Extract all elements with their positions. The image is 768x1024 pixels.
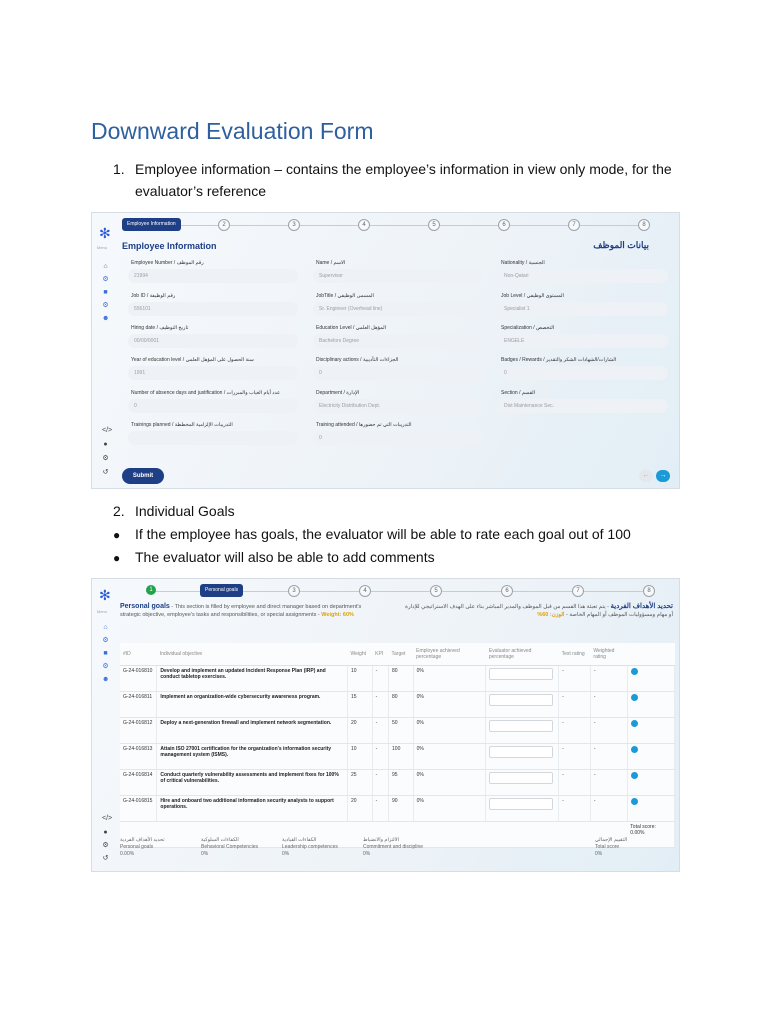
step-employee-information[interactable]: Employee Information xyxy=(122,218,181,231)
goal-objective: Develop and implement an updated Incident Response Plan (IRP) and conduct tabletop exercises. xyxy=(157,666,348,692)
summary-label: Personal goals xyxy=(120,844,154,850)
column-header: Text rating xyxy=(559,643,591,666)
table-row xyxy=(120,718,675,744)
summary-behavioral xyxy=(201,837,258,858)
summary-total xyxy=(595,837,627,858)
comment-cell xyxy=(627,744,674,770)
evaluator-achieved-input[interactable] xyxy=(489,694,553,706)
summary-value: 0% xyxy=(595,851,603,857)
section-title-arabic: تحديد الأهداف الفردية xyxy=(610,603,673,610)
field-label: Job Level / المستوى الوظيفي xyxy=(501,293,564,299)
total-score-label: Total score: xyxy=(630,824,656,830)
evaluator-achieved-cell xyxy=(486,718,559,744)
evaluator-achieved-cell xyxy=(486,796,559,822)
next-arrow-icon[interactable]: → xyxy=(656,470,670,482)
comment-cell xyxy=(627,796,674,822)
total-score xyxy=(627,822,674,848)
logo-icon: ✻ xyxy=(99,225,111,241)
section-field: Dist Maintenance Sec. xyxy=(498,399,668,413)
sidebar xyxy=(92,213,118,488)
field-label: Nationality / الجنسية xyxy=(501,260,545,266)
weighted-rating: - xyxy=(590,796,627,822)
summary-label: Behavioral Competencies xyxy=(201,844,258,850)
submit-button[interactable]: Submit xyxy=(122,468,164,484)
step-8[interactable]: 8 xyxy=(638,219,650,231)
logo-icon: ✻ xyxy=(99,587,111,603)
step-3[interactable]: 3 xyxy=(288,219,300,231)
bullet-2-text: The evaluator will also be able to add comments xyxy=(135,549,435,565)
comment-icon[interactable] xyxy=(631,668,638,675)
goal-objective: Implement an organization-wide cybersecurity awareness program. xyxy=(157,692,348,718)
comment-icon[interactable] xyxy=(631,772,638,779)
field-label: JobTitle / المسمى الوظيفي xyxy=(316,293,374,299)
goal-weight: 10 xyxy=(348,744,373,770)
text-rating: - xyxy=(559,692,591,718)
home-icon[interactable]: ⌂ xyxy=(103,263,108,270)
section-title-arabic: بيانات الموظف xyxy=(593,240,649,250)
summary-label: Leadership competences xyxy=(282,844,338,850)
summary-label-arabic: الكفاءات القيادية xyxy=(282,837,317,843)
goal-kpi: - xyxy=(372,770,388,796)
comment-icon[interactable] xyxy=(631,694,638,701)
summary-value: 0% xyxy=(363,851,371,857)
employee-achieved: 0% xyxy=(413,770,486,796)
table-header-row xyxy=(120,643,675,666)
employee-number-field: 21994 xyxy=(128,269,298,283)
gear-icon[interactable]: ⚙ xyxy=(102,302,109,309)
evaluator-achieved-input[interactable] xyxy=(489,668,553,680)
table-row xyxy=(120,770,675,796)
item-2-text: Individual Goals xyxy=(135,503,235,519)
job-id-field: 556101 xyxy=(128,302,298,316)
weighted-rating: - xyxy=(590,666,627,692)
step-7[interactable]: 7 xyxy=(568,219,580,231)
employee-achieved: 0% xyxy=(413,666,486,692)
goal-objective: Hire and onboard two additional information security analysts to support operations. xyxy=(157,796,348,822)
specialization-field: ENGELE xyxy=(498,334,668,348)
menu-label: Menu xyxy=(97,245,108,250)
summary-value: 0% xyxy=(201,851,209,857)
chat-icon[interactable]: ■ xyxy=(103,650,108,657)
progress-stepper xyxy=(122,219,649,231)
step-personal-goals[interactable]: Personal goals xyxy=(200,584,243,597)
comment-cell xyxy=(627,770,674,796)
bullet-1 xyxy=(113,523,631,546)
logout-icon[interactable]: ↺ xyxy=(102,469,109,476)
step-6[interactable]: 6 xyxy=(501,585,513,597)
evaluator-achieved-input[interactable] xyxy=(489,772,553,784)
document-title: Downward Evaluation Form xyxy=(91,118,374,144)
text-rating: - xyxy=(559,770,591,796)
table-row xyxy=(120,666,675,692)
description-text-arabic: - يتم تعبئة هذا القسم من قبل الموظف والمدير المباشر بناء على الهدف الاستراتيجي للإدارة أو مهام ومسؤوليات الموظف أو المهام الخاصة - xyxy=(405,604,673,618)
column-header xyxy=(627,643,674,666)
evaluator-achieved-input[interactable] xyxy=(489,746,553,758)
step-2[interactable]: 2 xyxy=(218,219,230,231)
step-8[interactable]: 8 xyxy=(643,585,655,597)
goal-id: G-24-016813 xyxy=(120,744,157,770)
summary-personal-goals xyxy=(120,837,165,858)
step-1-completed[interactable]: 1 xyxy=(146,585,156,595)
goal-id: G-24-016810 xyxy=(120,666,157,692)
goal-id: G-24-016812 xyxy=(120,718,157,744)
goal-id: G-24-016814 xyxy=(120,770,157,796)
summary-label-arabic: التقييم الإجمالي xyxy=(595,837,628,843)
weighted-rating: - xyxy=(590,744,627,770)
disciplinary-actions-field: 0 xyxy=(313,366,483,380)
column-header: Individual objective xyxy=(157,643,348,666)
summary-value: 0.00% xyxy=(120,851,135,857)
section-title: Employee Information xyxy=(122,241,217,251)
bullet-icon: ● xyxy=(113,551,121,565)
goal-target: 95 xyxy=(389,770,414,796)
user-icon[interactable]: ● xyxy=(103,441,108,448)
evaluator-achieved-cell xyxy=(486,692,559,718)
bullet-icon: ● xyxy=(113,528,121,542)
sidebar xyxy=(92,579,118,871)
step-3[interactable]: 3 xyxy=(288,585,300,597)
evaluator-achieved-input[interactable] xyxy=(489,720,553,732)
summary-label-arabic: تحديد الأهداف الفردية xyxy=(120,837,165,843)
goal-kpi: - xyxy=(372,666,388,692)
settings-cog-icon[interactable]: ⚙ xyxy=(102,842,109,849)
comment-icon[interactable] xyxy=(631,746,638,753)
column-header: Evaluator achieved percentage xyxy=(486,643,559,666)
bullet-2 xyxy=(113,546,435,569)
field-label: Section / القسم xyxy=(501,390,536,396)
comment-icon[interactable] xyxy=(631,720,638,727)
table-row xyxy=(120,692,675,718)
goal-objective: Conduct quarterly vulnerability assessments and implement fixes for 100% of critical vulnerabilities. xyxy=(157,770,348,796)
field-label: Year of education level / سنة الحصول على المؤهل العلمي xyxy=(131,357,254,363)
summary-label: Total score xyxy=(595,844,620,850)
comment-cell xyxy=(627,718,674,744)
goal-weight: 20 xyxy=(348,718,373,744)
column-header: #ID xyxy=(120,643,157,666)
step-5[interactable]: 5 xyxy=(428,219,440,231)
summary-value: 0% xyxy=(282,851,290,857)
personal-goals-screenshot xyxy=(91,578,680,872)
evaluator-achieved-cell xyxy=(486,770,559,796)
field-label: Hiring date / تاريخ التوظيف xyxy=(131,325,189,331)
education-level-field: Bachelors Degree xyxy=(313,334,483,348)
job-title-field: Sr. Engineer (Overhead line) xyxy=(313,302,483,316)
step-5[interactable]: 5 xyxy=(430,585,442,597)
goal-target: 80 xyxy=(389,692,414,718)
employee-achieved: 0% xyxy=(413,796,486,822)
column-header: Weighted rating xyxy=(590,643,627,666)
field-label: Employee Number / رقم الموظف xyxy=(131,260,204,266)
text-rating: - xyxy=(559,666,591,692)
department-field: Electricity Distribution Dept. xyxy=(313,399,483,413)
item-1-line-2: evaluator’s reference xyxy=(135,183,267,199)
settings-cog-icon[interactable]: ⚙ xyxy=(102,455,109,462)
goal-target: 80 xyxy=(389,666,414,692)
code-icon[interactable]: </> xyxy=(102,815,113,822)
field-label: Trainings planned / التدريبات الإلزامية المخططة xyxy=(131,422,233,428)
progress-stepper xyxy=(146,585,649,597)
goal-id: G-24-016815 xyxy=(120,796,157,822)
chat-icon[interactable]: ■ xyxy=(103,289,108,296)
badges-rewards-field: 0 xyxy=(498,366,668,380)
goal-kpi: - xyxy=(372,744,388,770)
logout-icon[interactable]: ↺ xyxy=(102,855,109,862)
training-attended-field: 0 xyxy=(313,431,483,445)
item-1-number: 1. xyxy=(113,161,125,177)
goal-weight: 10 xyxy=(348,666,373,692)
settings-icon[interactable]: ⚙ xyxy=(102,276,109,283)
comment-cell xyxy=(627,666,674,692)
goal-kpi: - xyxy=(372,692,388,718)
education-year-field: 1991 xyxy=(128,366,298,380)
goal-objective: Attain ISO 27001 certification for the organization's information security management system (ISMS). xyxy=(157,744,348,770)
section-title: Personal goals xyxy=(120,603,170,610)
employee-achieved: 0% xyxy=(413,692,486,718)
gear-icon[interactable]: ⚙ xyxy=(102,663,109,670)
goals-table xyxy=(120,643,675,848)
item-1-line-1 xyxy=(113,158,672,180)
field-label: Disciplinary actions / الجزاءات التأديبية xyxy=(316,357,399,363)
settings-icon[interactable]: ⚙ xyxy=(102,637,109,644)
weight-label-arabic: الوزن: 60% xyxy=(537,612,565,618)
summary-label-arabic: الالتزام والانضباط xyxy=(363,837,399,843)
evaluator-achieved-cell xyxy=(486,744,559,770)
employee-achieved: 0% xyxy=(413,744,486,770)
comment-icon[interactable] xyxy=(631,798,638,805)
field-label: Name / الاسم xyxy=(316,260,346,266)
field-label: Badges / Rewards / الشارات/الشهادات الشكر والتقدير xyxy=(501,357,617,363)
goal-kpi: - xyxy=(372,718,388,744)
item-2-number: 2. xyxy=(113,503,125,519)
column-header: Weight xyxy=(348,643,373,666)
goal-id: G-24-016811 xyxy=(120,692,157,718)
summary-leadership xyxy=(282,837,338,858)
hiring-date-field: 00/00/0001 xyxy=(128,334,298,348)
goal-target: 50 xyxy=(389,718,414,744)
evaluator-achieved-input[interactable] xyxy=(489,798,553,810)
goal-target: 90 xyxy=(389,796,414,822)
home-icon[interactable]: ⌂ xyxy=(103,624,108,631)
evaluator-achieved-cell xyxy=(486,666,559,692)
goal-objective: Deploy a next-generation firewall and implement network segmentation. xyxy=(157,718,348,744)
job-level-field: Specialist 1 xyxy=(498,302,668,316)
weighted-rating: - xyxy=(590,770,627,796)
bullet-1-text: If the employee has goals, the evaluator will be able to rate each goal out of 100 xyxy=(135,526,631,542)
field-label: Department / الإدارة xyxy=(316,390,360,396)
weighted-rating: - xyxy=(590,718,627,744)
goal-kpi: - xyxy=(372,796,388,822)
field-label: Specialization / التخصص xyxy=(501,325,555,331)
step-6[interactable]: 6 xyxy=(498,219,510,231)
table-row xyxy=(120,796,675,822)
user-icon[interactable]: ● xyxy=(103,829,108,836)
trainings-planned-field xyxy=(128,431,298,445)
comment-cell xyxy=(627,692,674,718)
weight-label: Weight: 60% xyxy=(321,612,354,618)
text-rating: - xyxy=(559,744,591,770)
weighted-rating: - xyxy=(590,692,627,718)
table-row xyxy=(120,744,675,770)
goal-target: 100 xyxy=(389,744,414,770)
goal-weight: 20 xyxy=(348,796,373,822)
column-header: KPI xyxy=(372,643,388,666)
section-description-arabic xyxy=(403,603,673,619)
name-field: Supervisor xyxy=(313,269,483,283)
step-7[interactable]: 7 xyxy=(572,585,584,597)
summary-label: Commitment and discipline xyxy=(363,844,424,850)
step-4[interactable]: 4 xyxy=(358,219,370,231)
text-rating: - xyxy=(559,796,591,822)
employee-information-screenshot xyxy=(91,212,680,489)
column-header: Employee achieved percentage xyxy=(413,643,486,666)
users-icon[interactable]: ☻ xyxy=(102,315,110,322)
summary-label-arabic: الكفاءات السلوكية xyxy=(201,837,239,843)
field-label: Job ID / رقم الوظيفة xyxy=(131,293,176,299)
description-text: - This section is filled by employee and direct manager based on department's strategic objective, employee's tasks and responsibilities, or special assignments - xyxy=(120,604,362,618)
menu-label: Menu xyxy=(97,609,108,614)
summary-commitment xyxy=(363,837,423,858)
total-score-value: 0.00% xyxy=(630,830,645,836)
code-icon[interactable]: </> xyxy=(102,427,113,434)
field-label: Education Level / المؤهل العلمي xyxy=(316,325,386,331)
previous-arrow-icon[interactable]: ← xyxy=(639,470,653,482)
section-description xyxy=(120,603,365,619)
goal-weight: 15 xyxy=(348,692,373,718)
item-1-text: Employee information – contains the employee’s information in view only mode, for the xyxy=(135,161,672,177)
employee-achieved: 0% xyxy=(413,718,486,744)
nationality-field: Non-Qatari xyxy=(498,269,668,283)
users-icon[interactable]: ☻ xyxy=(102,676,110,683)
text-rating: - xyxy=(559,718,591,744)
item-2 xyxy=(113,500,235,522)
goal-weight: 25 xyxy=(348,770,373,796)
column-header: Target xyxy=(389,643,414,666)
step-4[interactable]: 4 xyxy=(359,585,371,597)
field-label: Training attended / التدريبات التي تم حضورها xyxy=(316,422,412,428)
field-label: Number of absence days and justification / عدد أيام الغياب والمبررات xyxy=(131,390,281,396)
absence-days-field: 0 xyxy=(128,399,298,413)
